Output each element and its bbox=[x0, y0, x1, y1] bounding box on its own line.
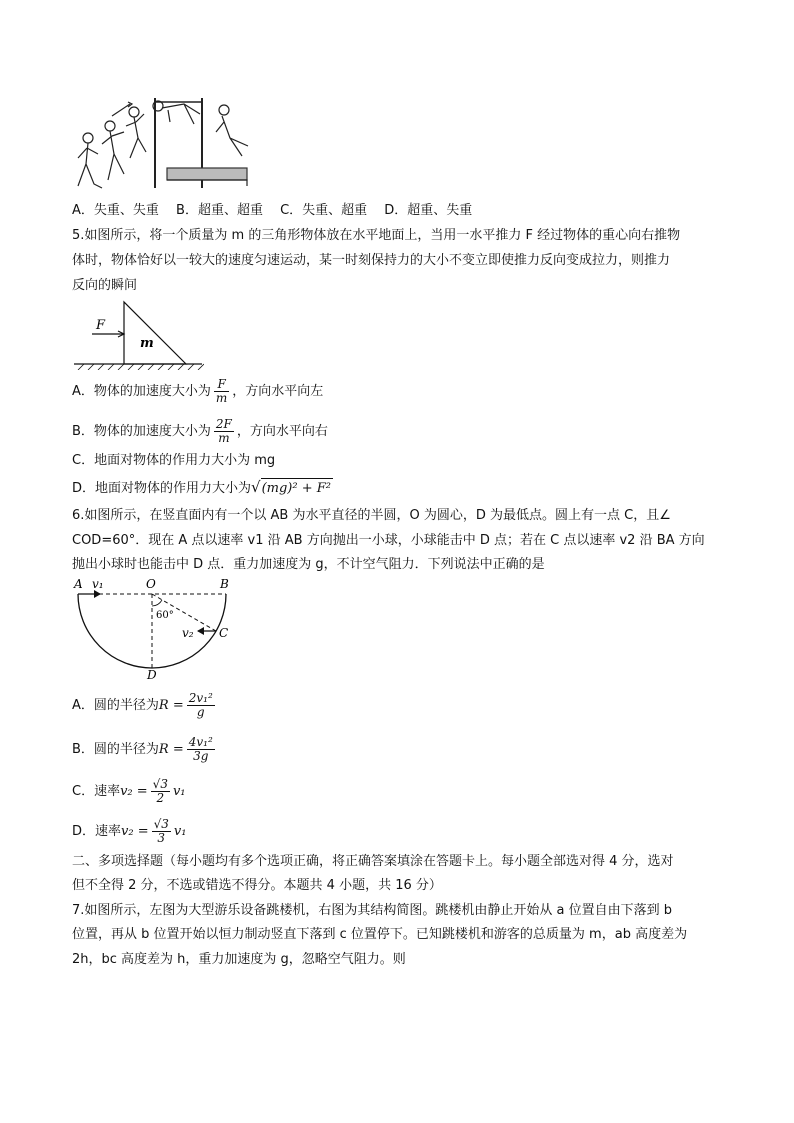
q5-option-c: C．地面对物体的作用力大小为 mg bbox=[72, 453, 276, 468]
q5-option-a: A．物体的加速度大小为 $\frac{F}{m}$ ，方向水平向左 bbox=[72, 377, 324, 405]
q6-option-c: C．速率v₂ = $\frac{√3}{2}$ v₁ bbox=[72, 777, 186, 805]
high-jump-figure bbox=[72, 96, 252, 196]
q5-d-sqrt: (mg)² + F² bbox=[261, 478, 333, 498]
v2-label: v₂ bbox=[182, 626, 194, 640]
q6-option-a: A．圆的半径为R = $\frac{\text{2v₁²}}{g}$ bbox=[72, 691, 213, 719]
q5-option-b: B．物体的加速度大小为 $\frac{2F}{m}$ ，方向水平向右 bbox=[72, 417, 328, 445]
mass-label: m bbox=[140, 336, 154, 351]
point-a-label: A bbox=[74, 577, 83, 591]
triangle-block-figure bbox=[74, 298, 204, 370]
section2-heading-line-2: 但不全得 2 分，不选或错选不得分。本题共 4 小题，共 16 分） bbox=[72, 878, 442, 893]
q5-stem-line-2: 体时，物体恰好以一较大的速度匀速运动，某一时刻保持力的大小不变立即使推力反向变成拉力，则推力 bbox=[72, 253, 671, 268]
point-o-label: O bbox=[146, 577, 156, 591]
section2-heading-line-1: 二、多项选择题（每小题均有多个选项正确，将正确答案填涂在答题卡上。每小题全部选对得 4 分，选对 bbox=[72, 854, 674, 869]
q6-stem-line-1: 6.如图所示，在竖直面内有一个以 AB 为水平直径的半圆，O 为圆心，D 为最低点。圆上有一点 C，且∠ bbox=[72, 508, 671, 523]
angle-label: 60° bbox=[156, 610, 174, 621]
q6-option-d: D．速率v₂ = $\frac{√3}{3}$ v₁ bbox=[72, 817, 187, 845]
q7-stem-line-3: 2h，bc 高度差为 h，重力加速度为 g，忽略空气阻力。则 bbox=[72, 952, 406, 967]
q5-option-d: D．地面对物体的作用力大小为√(mg)² + F² bbox=[72, 478, 331, 496]
semicircle-figure bbox=[70, 576, 240, 680]
q5-stem-line-3: 反向的瞬间 bbox=[72, 278, 138, 293]
point-d-label: D bbox=[147, 668, 157, 680]
q4-options: A．失重、失重 B．超重、超重 C．失重、超重 D．超重、失重 bbox=[72, 203, 473, 218]
q7-stem-line-1: 7.如图所示，左图为大型游乐设备跳楼机，右图为其结构简图。跳楼机由静止开始从 a 位置自由下落到 b bbox=[72, 903, 673, 918]
q6-stem-line-2: COD=60°．现在 A 点以速率 v1 沿 AB 方向抛出一小球，小球能击中 D 点；若在 C 点以速率 v2 沿 BA 方向 bbox=[72, 533, 705, 548]
q5-stem-line-1: 5.如图所示，将一个质量为 m 的三角形物体放在水平地面上，当用一水平推力 F 经过物体的重心向右推物 bbox=[72, 228, 681, 243]
q7-stem-line-2: 位置，再从 b 位置开始以恒力制动竖直下落到 c 位置停下。已知跳楼机和游客的总质量为 m，ab 高度差为 bbox=[72, 927, 688, 942]
q6-option-b: B．圆的半径为R = $\frac{\text{4v₁²}}{3g}$ bbox=[72, 735, 213, 763]
point-c-label: C bbox=[219, 626, 229, 640]
q6-stem-line-3: 抛出小球时也能击中 D 点．重力加速度为 g，不计空气阻力．下列说法中正确的是 bbox=[72, 557, 545, 572]
q5-b-fraction: $\frac{2F}{m}$ bbox=[215, 417, 232, 445]
force-label: F bbox=[96, 318, 106, 333]
v1-label: v₁ bbox=[92, 577, 104, 591]
point-b-label: B bbox=[220, 577, 229, 591]
q5-a-fraction: $\frac{F}{m}$ bbox=[215, 377, 228, 405]
